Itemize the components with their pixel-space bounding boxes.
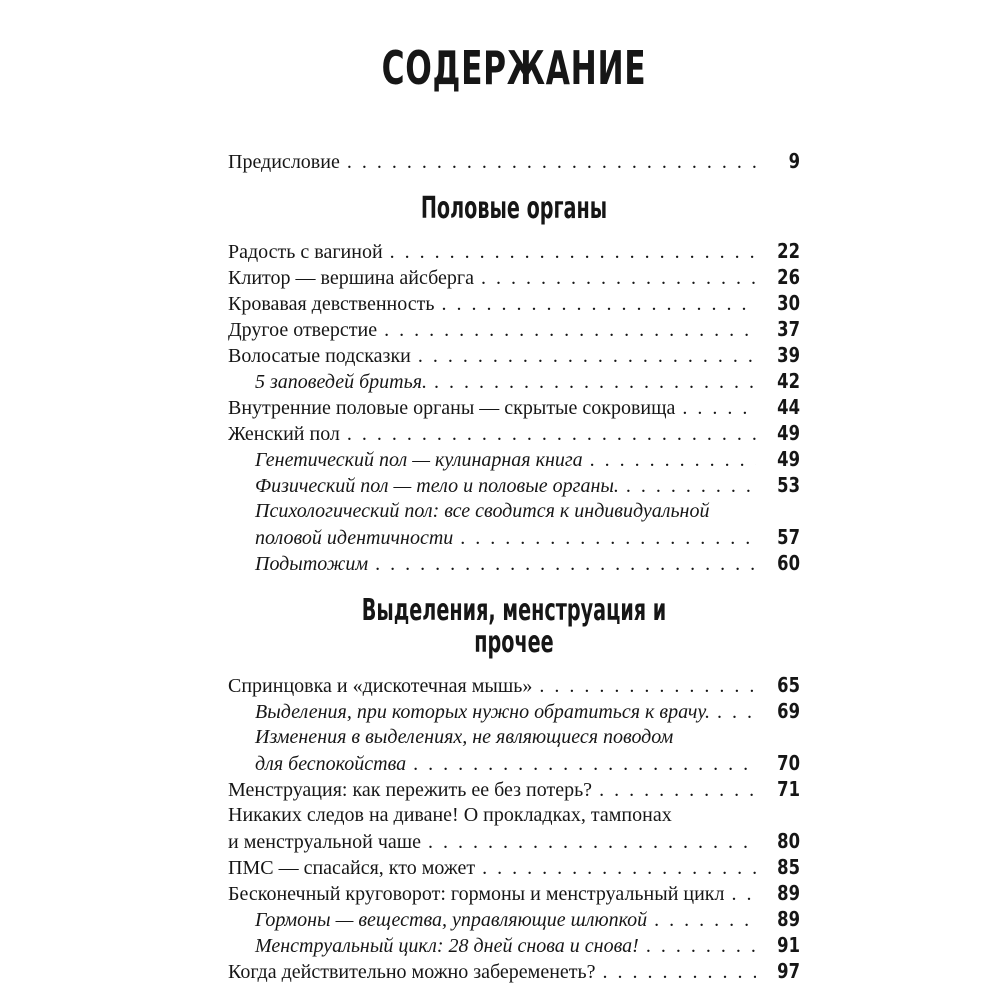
toc-entry-page: 89 [777, 907, 800, 931]
toc-entry-line [228, 958, 800, 984]
toc-entry-label: Кровавая девственность [228, 293, 435, 315]
toc-entry-page: 57 [777, 525, 800, 549]
toc-entry-label: Гормоны — вещества, управляющие шлюпкой [255, 909, 648, 931]
toc-entry-line [228, 776, 800, 802]
dot-leader [654, 907, 756, 933]
toc-entry-line [228, 238, 800, 264]
toc-entry-label: Предисловие [228, 151, 340, 173]
toc-entry-page: 49 [777, 421, 800, 445]
toc-entry-page: 80 [777, 829, 800, 853]
dot-leader [732, 881, 757, 907]
dot-leader [418, 343, 756, 369]
dot-leader [717, 699, 756, 725]
toc-entry-label: Внутренние половые органы — скрытые сокровища [228, 397, 676, 419]
toc-entry-line [228, 524, 800, 550]
toc-entry-label: Выделения, при которых нужно обратиться к врачу. [255, 701, 710, 723]
toc-entry-page: 85 [777, 855, 800, 879]
toc-entry-label: Психологический пол: все сводится к индивидуальной [255, 500, 710, 522]
toc-entry-label: для беспокойства [255, 753, 407, 775]
toc-entry-page: 53 [777, 473, 800, 497]
toc-entry-line [228, 932, 800, 958]
toc-entry-label: Женский пол [228, 423, 340, 445]
toc-entry-label: Другое отверстие [228, 319, 378, 341]
dot-leader [428, 829, 756, 855]
toc-entry-label: Менструальный цикл: 28 дней снова и снова! [255, 935, 639, 957]
toc-entry-page: 9 [788, 149, 800, 173]
dot-leader [460, 525, 756, 551]
toc-entry-label: Менструация: как пережить ее без потерь? [228, 779, 593, 801]
toc-entry-line [228, 672, 800, 698]
toc-entry-line [228, 394, 800, 420]
dot-leader [599, 777, 756, 803]
dot-leader [375, 551, 756, 577]
toc-entry-page: 69 [777, 699, 800, 723]
toc-entry-label: половой идентичности [255, 527, 454, 549]
toc-entry-line [228, 828, 800, 854]
section-heading: Половые органы [420, 191, 608, 226]
toc-entry-page: 22 [777, 239, 800, 263]
toc-entry-label: Когда действительно можно забеременеть? [228, 961, 596, 983]
dot-leader [384, 317, 756, 343]
dot-leader [413, 751, 756, 777]
dot-leader [442, 291, 757, 317]
toc-entry-line [228, 880, 800, 906]
dot-leader [590, 447, 756, 473]
toc-entry-label: Бесконечный круговорот: гормоны и менструальный цикл [228, 883, 725, 905]
dot-leader [646, 933, 756, 959]
dot-leader [482, 855, 756, 881]
toc-entry-label: и менструальной чаше [228, 831, 422, 853]
section-heading: Выделения, менструация и прочее [361, 593, 667, 660]
toc-entry-label: Никаких следов на диване! О прокладках, тампонах [228, 804, 672, 826]
toc-entry-line [228, 316, 800, 342]
dot-leader [347, 421, 756, 447]
toc-entry-label: Изменения в выделениях, не являющиеся поводом [255, 726, 674, 748]
toc-entry-line [228, 750, 800, 776]
toc-entry-page: 26 [777, 265, 800, 289]
toc-entry-label: Клитор — вершина айсберга [228, 267, 474, 289]
dot-leader [626, 473, 756, 499]
toc-entry-page: 49 [777, 447, 800, 471]
toc-entry-line [228, 264, 800, 290]
toc-entry-label: Подытожим [255, 553, 369, 575]
toc-entry-label: Волосатые подсказки [228, 345, 411, 367]
toc-body [228, 148, 800, 984]
dot-leader [539, 673, 756, 699]
toc-entry-label: 5 заповедей бритья. [255, 371, 428, 393]
toc-entry-line [228, 550, 800, 576]
toc-entry-line [228, 472, 800, 498]
toc-entry-page: 39 [777, 343, 800, 367]
toc-entry-line [228, 290, 800, 316]
toc-entry-line [228, 446, 800, 472]
toc-entry-line [228, 368, 800, 394]
toc-entry-line [228, 802, 800, 828]
toc-entry-line [228, 342, 800, 368]
dot-leader [347, 149, 756, 175]
dot-leader [682, 395, 756, 421]
toc-entry-label: Спринцовка и «дискотечная мышь» [228, 675, 533, 697]
toc-entry-page: 60 [777, 551, 800, 575]
toc-entry-page: 91 [777, 933, 800, 957]
toc-entry-line [228, 724, 800, 750]
toc-entry-line [228, 854, 800, 880]
toc-entry-page: 37 [777, 317, 800, 341]
table-of-contents [228, 0, 800, 984]
toc-entry-label: Радость с вагиной [228, 241, 383, 263]
page-title: СОДЕРЖАНИЕ [381, 41, 647, 95]
toc-entry-label: ПМС — спасайся, кто может [228, 857, 476, 879]
toc-entry-page: 71 [777, 777, 800, 801]
toc-entry-page: 65 [777, 673, 800, 697]
toc-entry-line [228, 420, 800, 446]
toc-entry-page: 97 [777, 959, 800, 983]
dot-leader [434, 369, 756, 395]
toc-entry-page: 89 [777, 881, 800, 905]
toc-entry-page: 42 [777, 369, 800, 393]
toc-entry-line [228, 148, 800, 174]
toc-entry-line [228, 906, 800, 932]
toc-entry-line [228, 698, 800, 724]
toc-entry-label: Физический пол — тело и половые органы. [255, 475, 619, 497]
dot-leader [603, 959, 756, 985]
toc-entry-page: 44 [777, 395, 800, 419]
toc-entry-label: Генетический пол — кулинарная книга [255, 449, 583, 471]
toc-entry-line [228, 498, 800, 524]
toc-entry-page: 30 [777, 291, 800, 315]
dot-leader [390, 239, 756, 265]
dot-leader [481, 265, 756, 291]
toc-entry-page: 70 [777, 751, 800, 775]
